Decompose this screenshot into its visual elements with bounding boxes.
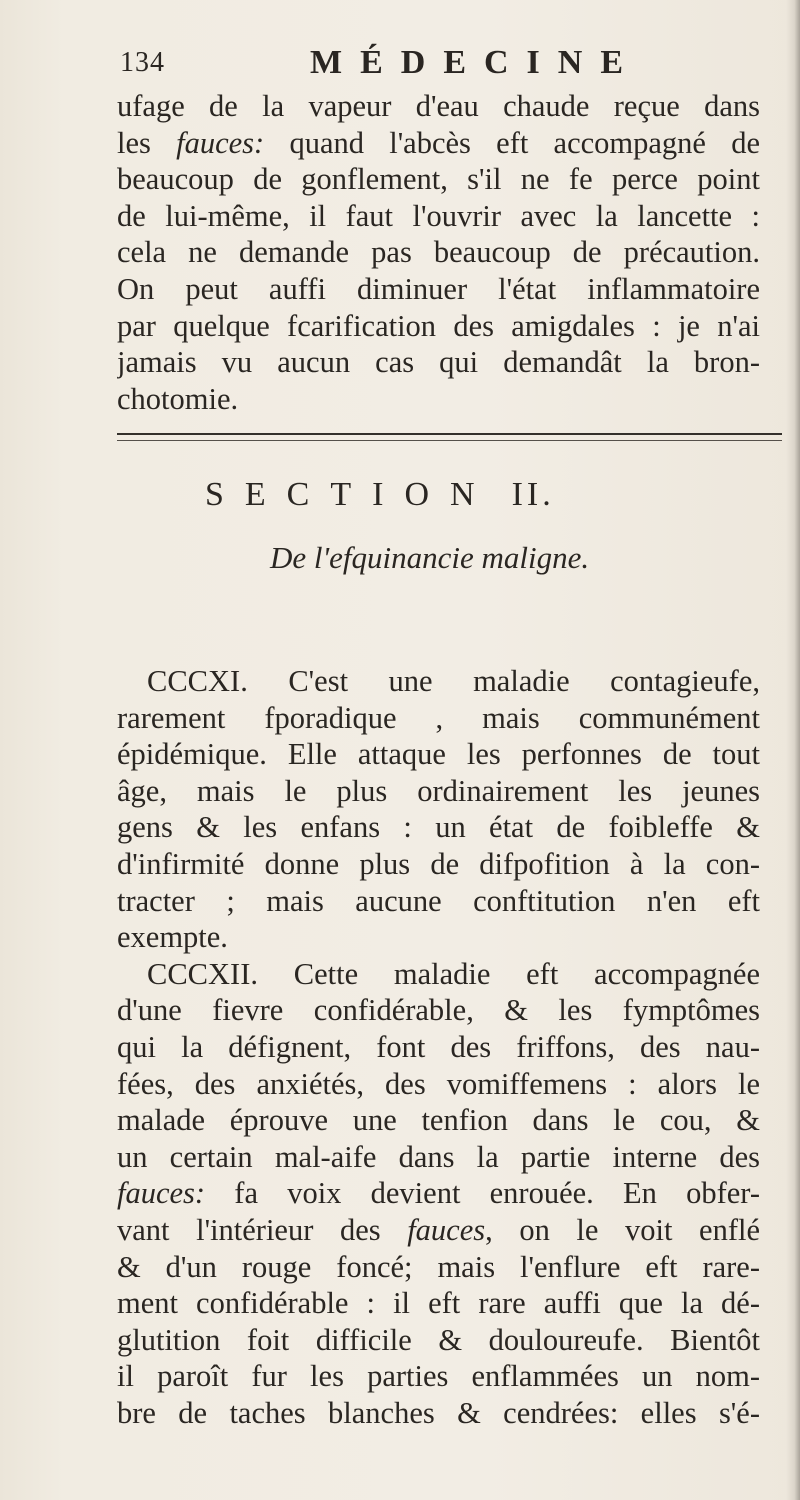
paragraphs-main (117, 663, 760, 1431)
italic-term-fauces: fauces: (176, 125, 265, 160)
text-fragment: les (117, 125, 177, 160)
section-rule-thick (117, 433, 782, 435)
text-line: chotomie. (117, 381, 239, 416)
text-line: glutition foit difficile & douloureufe. Bientôt (117, 1322, 760, 1357)
text-line: par quelque fcarification des amigdales : je n'ai (117, 308, 760, 343)
text-line: CCCXII. Cette maladie eft accompagnée (147, 956, 760, 991)
text-fragment: , on le voit enflé (485, 1212, 760, 1247)
paragraph-cccxii (117, 956, 760, 1432)
text-line (117, 1212, 760, 1249)
text-fragment: fa voix devient enrouée. En obfer- (205, 1176, 760, 1211)
text-line: âge, mais le plus ordinairement les jeunes (117, 773, 760, 808)
section-subtitle: De l'efquinancie maligne. (270, 540, 590, 575)
italic-term-fauces: fauces: (117, 1176, 206, 1211)
text-line: & d'un rouge foncé; mais l'enflure eft rare- (117, 1249, 760, 1284)
text-line: bre de taches blanches & cendrées: elles s'é- (117, 1395, 760, 1430)
text-line: rarement fporadique , mais communément (117, 700, 760, 735)
text-line: exempte. (117, 920, 228, 955)
text-line: de lui-même, il faut l'ouvrir avec la lancette : (117, 198, 760, 233)
running-title: MÉDECINE (310, 44, 642, 81)
text-line: qui la défignent, font des friffons, des nau- (117, 1029, 760, 1064)
section-heading (205, 473, 555, 517)
text-line: d'une fievre confidérable, & les fymptômes (117, 993, 760, 1028)
italic-term-fauces: fauces (407, 1212, 486, 1247)
text-line: d'infirmité donne plus de difpofition à la con- (117, 846, 760, 881)
text-line: épidémique. Elle attaque les perfonnes de tout (117, 737, 760, 772)
text-line: beaucoup de gonflement, s'il ne fe perce point (117, 162, 760, 197)
section-heading-number: II. (511, 476, 555, 513)
text-fragment: vant l'intérieur des (117, 1212, 408, 1247)
paragraph-continued (117, 88, 760, 417)
page-header (120, 38, 760, 88)
text-line: cela ne demande pas beaucoup de précaution. (117, 235, 760, 270)
text-line (117, 1175, 760, 1212)
text-line: On peut auffi diminuer l'état inflammatoire (117, 271, 760, 306)
text-line: CCCXI. C'est une maladie contagieufe, (147, 664, 760, 698)
page-number: 134 (120, 47, 165, 78)
text-line: ment confidérable : il eft rare auffi que la dé- (117, 1286, 760, 1321)
text-line: tracter ; mais aucune conftitution n'en eft (117, 883, 760, 918)
text-fragment: quand l'abcès eft accompagné de (264, 125, 760, 160)
text-line: ufage de la vapeur d'eau chaude reçue dans (117, 89, 760, 123)
section-heading-label: SECTION (205, 476, 496, 513)
text-line: fées, des anxiétés, des vomiffemens : alors le (117, 1066, 760, 1101)
text-line: malade éprouve une tenfion dans le cou, & (117, 1103, 760, 1138)
paragraph-cccxi (117, 663, 760, 956)
text-line: jamais vu aucun cas qui demandât la bron- (117, 345, 760, 380)
text-line: gens & les enfans : un état de foibleffe & (117, 810, 760, 845)
text-line (117, 125, 760, 162)
page-edge-shadow (786, 0, 800, 1500)
section-rule-thin (117, 440, 782, 441)
text-line: un certain mal-aife dans la partie interne des (117, 1139, 760, 1174)
text-line: il paroît fur les parties enflammées un nom- (117, 1359, 760, 1394)
